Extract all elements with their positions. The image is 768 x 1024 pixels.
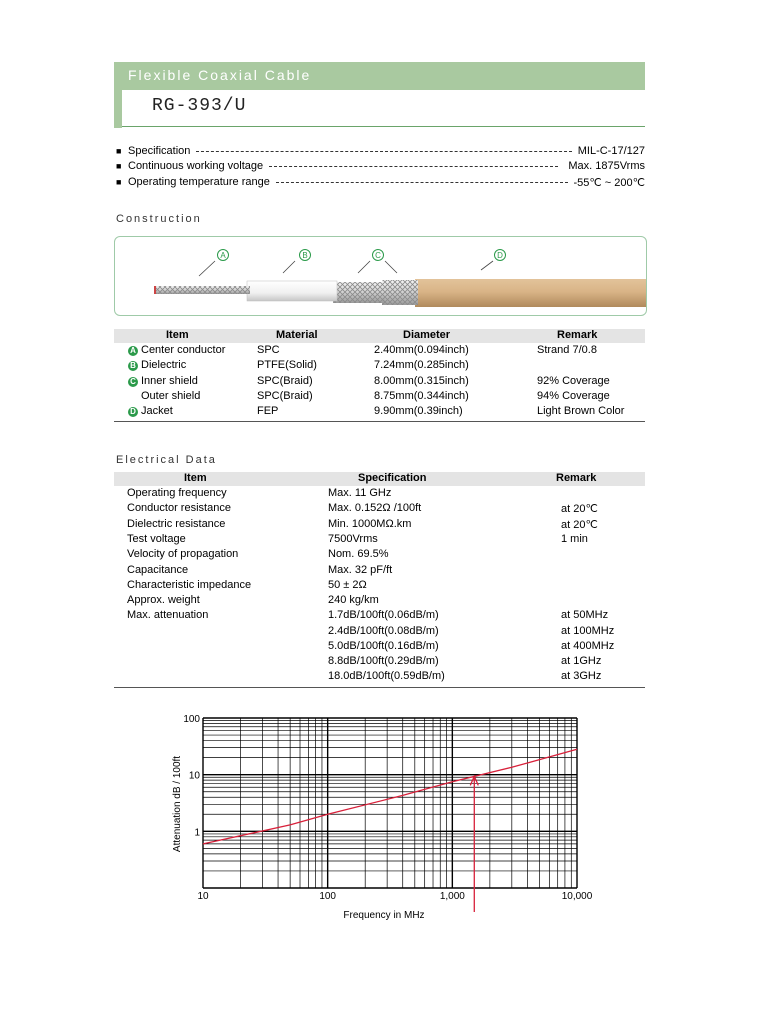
construction-title: Construction bbox=[116, 213, 202, 225]
row-remark: Light Brown Color bbox=[537, 405, 625, 417]
row-specification: Max. 11 GHz bbox=[328, 487, 392, 499]
row-item: Conductor resistance bbox=[127, 502, 231, 514]
marker-d-icon: D bbox=[128, 407, 138, 417]
svg-text:A: A bbox=[220, 251, 226, 260]
row-remark: at 1GHz bbox=[561, 655, 602, 667]
spec-label: Specification bbox=[128, 145, 191, 157]
row-item: Approx. weight bbox=[127, 594, 200, 606]
row-material: FEP bbox=[257, 405, 279, 417]
row-remark: at 50MHz bbox=[561, 609, 609, 621]
row-diameter: 9.90mm(0.39inch) bbox=[374, 405, 463, 417]
row-remark: at 20℃ bbox=[561, 519, 598, 531]
marker-b-icon: B bbox=[128, 361, 138, 371]
x-tick-label: 10,000 bbox=[561, 891, 593, 902]
row-remark: at 100MHz bbox=[561, 625, 615, 637]
row-remark: 94% Coverage bbox=[537, 390, 610, 402]
table-divider bbox=[114, 421, 645, 422]
row-material: SPC(Braid) bbox=[257, 375, 313, 387]
chart-grid bbox=[203, 718, 577, 888]
header-specification: Specification bbox=[358, 472, 427, 484]
row-item: A Center conductor bbox=[128, 344, 225, 356]
row-item: Capacitance bbox=[127, 564, 189, 576]
electrical-title: Electrical Data bbox=[116, 454, 217, 466]
bullet-icon: ■ bbox=[116, 146, 122, 156]
svg-text:D: D bbox=[497, 251, 503, 260]
row-diameter: 8.75mm(0.344inch) bbox=[374, 390, 469, 402]
header-item: Item bbox=[166, 329, 189, 341]
spec-label: Operating temperature range bbox=[128, 176, 270, 188]
row-specification: 18.0dB/100ft(0.59dB/m) bbox=[328, 670, 445, 682]
row-remark: at 3GHz bbox=[561, 670, 602, 682]
row-diameter: 2.40mm(0.094inch) bbox=[374, 344, 469, 356]
cable-illustration bbox=[114, 236, 647, 316]
header-remark: Remark bbox=[557, 329, 598, 341]
bullet-icon: ■ bbox=[116, 161, 122, 171]
table-header bbox=[114, 329, 645, 343]
category-title: Flexible Coaxial Cable bbox=[128, 67, 312, 83]
y-axis-label: Attenuation dB / 100ft bbox=[172, 755, 183, 853]
row-item: Dielectric resistance bbox=[127, 518, 226, 530]
spec-value: -55℃ ~ 200℃ bbox=[573, 176, 645, 189]
spec-row bbox=[116, 158, 645, 174]
marker-a-icon bbox=[218, 250, 229, 261]
row-remark: at 400MHz bbox=[561, 640, 615, 652]
row-diameter: 8.00mm(0.315inch) bbox=[374, 375, 469, 387]
row-specification: Max. 0.152Ω /100ft bbox=[328, 502, 422, 514]
spec-value: MIL-C-17/127 bbox=[577, 145, 645, 157]
x-axis-label: Frequency in MHz bbox=[343, 910, 425, 921]
cable-drawing bbox=[115, 237, 646, 315]
row-remark: 92% Coverage bbox=[537, 375, 610, 387]
header-remark: Remark bbox=[556, 472, 597, 484]
row-specification: Max. 32 pF/ft bbox=[328, 564, 393, 576]
construction-table bbox=[114, 329, 645, 423]
row-item: Operating frequency bbox=[127, 487, 227, 499]
row-specification: 2.4dB/100ft(0.08dB/m) bbox=[328, 625, 439, 637]
row-item: D Jacket bbox=[128, 405, 173, 417]
marker-b-icon bbox=[300, 250, 311, 261]
leader-line bbox=[196, 151, 571, 152]
marker-a-icon: A bbox=[128, 346, 138, 356]
row-remark: Strand 7/0.8 bbox=[537, 344, 597, 356]
svg-text:B: B bbox=[302, 251, 308, 260]
dielectric-layer bbox=[247, 281, 337, 301]
row-item: Test voltage bbox=[127, 533, 186, 545]
header-material: Material bbox=[276, 329, 318, 341]
bullet-icon: ■ bbox=[116, 177, 122, 187]
y-tick-label: 1 bbox=[194, 827, 200, 839]
y-tick-label: 10 bbox=[188, 770, 200, 782]
marker-arrow bbox=[470, 776, 478, 785]
svg-text:C: C bbox=[375, 251, 381, 260]
row-item: C Inner shield bbox=[128, 375, 198, 387]
electrical-table bbox=[114, 472, 645, 690]
row-remark: at 20℃ bbox=[561, 503, 598, 515]
chart-ticks bbox=[183, 714, 592, 902]
row-material: SPC(Braid) bbox=[257, 390, 313, 402]
row-specification: 8.8dB/100ft(0.29dB/m) bbox=[328, 655, 439, 667]
row-item: B Dielectric bbox=[128, 359, 186, 371]
spec-row bbox=[116, 174, 645, 190]
row-item: Max. attenuation bbox=[127, 609, 209, 621]
row-item: Velocity of propagation bbox=[127, 548, 239, 560]
row-material: SPC bbox=[257, 344, 280, 356]
attenuation-line bbox=[203, 749, 577, 844]
row-specification: 50 ± 2Ω bbox=[328, 579, 367, 591]
row-specification: 7500Vrms bbox=[328, 533, 378, 545]
spec-value: Max. 1875Vrms bbox=[568, 160, 645, 172]
row-material: PTFE(Solid) bbox=[257, 359, 317, 371]
header-divider bbox=[122, 126, 645, 127]
header-diameter: Diameter bbox=[403, 329, 451, 341]
x-tick-label: 100 bbox=[319, 891, 337, 902]
row-specification: 240 kg/km bbox=[328, 594, 379, 606]
model-title: RG-393/U bbox=[152, 96, 247, 116]
row-specification: Nom. 69.5% bbox=[328, 548, 389, 560]
y-tick-label: 100 bbox=[183, 714, 200, 725]
table-header bbox=[114, 472, 645, 486]
marker-c-icon: C bbox=[128, 377, 138, 387]
row-specification: Min. 1000MΩ.km bbox=[328, 518, 412, 530]
header-item: Item bbox=[184, 472, 207, 484]
leader-line bbox=[276, 182, 568, 183]
marker-c-icon bbox=[373, 250, 384, 261]
row-item: Outer shield bbox=[141, 390, 201, 402]
spec-label: Continuous working voltage bbox=[128, 160, 264, 172]
row-specification: 5.0dB/100ft(0.16dB/m) bbox=[328, 640, 439, 652]
row-remark: 1 min bbox=[561, 533, 588, 545]
leader-line bbox=[269, 166, 558, 167]
header-accent bbox=[114, 90, 122, 128]
row-specification: 1.7dB/100ft(0.06dB/m) bbox=[328, 609, 439, 621]
table-divider bbox=[114, 687, 645, 688]
jacket-layer bbox=[415, 279, 646, 307]
attenuation-series bbox=[203, 749, 577, 912]
row-item: Characteristic impedance bbox=[127, 579, 252, 591]
x-tick-label: 10 bbox=[197, 891, 209, 902]
row-diameter: 7.24mm(0.285inch) bbox=[374, 359, 469, 371]
marker-d-icon bbox=[495, 250, 506, 261]
spec-row bbox=[116, 143, 645, 159]
x-tick-label: 1,000 bbox=[439, 891, 465, 902]
